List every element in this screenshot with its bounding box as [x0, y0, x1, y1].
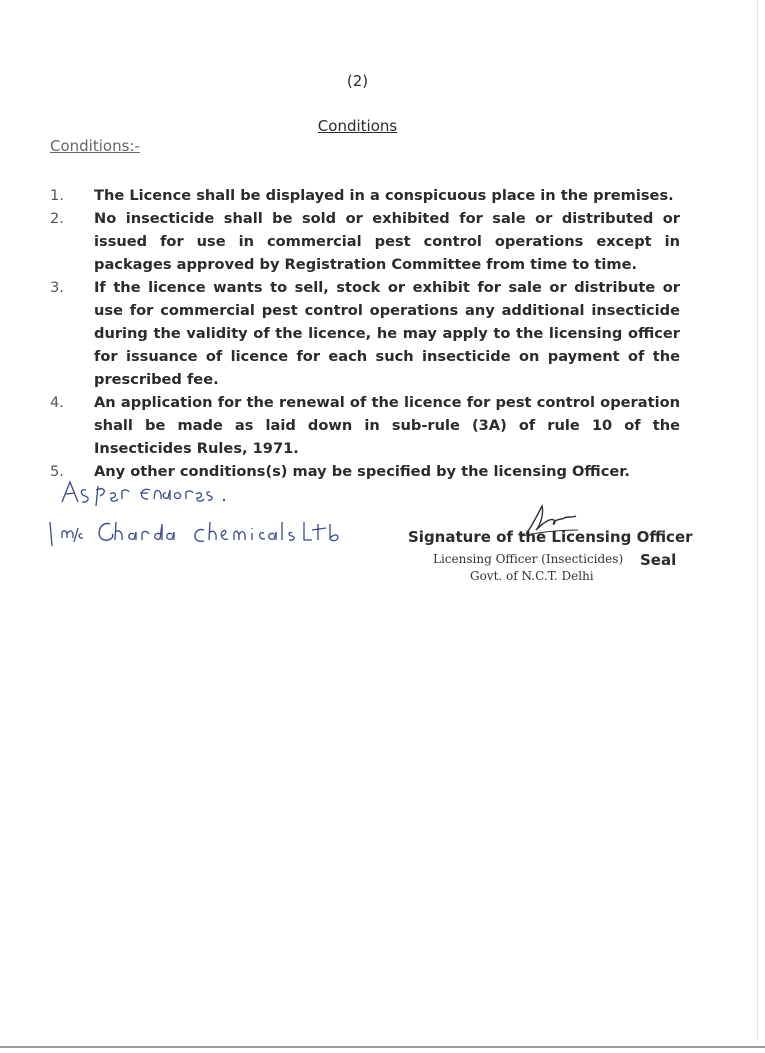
condition-text: Any other conditions(s) may be specified by the licensing Officer.: [94, 463, 630, 480]
condition-item-1: [50, 184, 680, 207]
condition-text: If the licence wants to sell, stock or exhibit for sale or distribute or use for commercial pest control operations any additional insecticide during the validity of the licence, he may apply to the licensing officer for issuance of licence for each such insecticide on payment of the prescribed fee.: [94, 279, 680, 388]
scan-edge-bottom: [0, 1046, 765, 1048]
seal-stamp-line-1: Licensing Officer (Insecticides): [433, 552, 624, 566]
condition-number: 4.: [50, 394, 64, 411]
condition-number: 5.: [50, 463, 64, 480]
condition-item-4: [50, 391, 680, 460]
condition-item-3: [50, 276, 680, 391]
condition-text: No insecticide shall be sold or exhibited for sale or distributed or issued for use in commercial pest control operations except in packages approved by Registration Committee from time to time.: [94, 210, 680, 273]
condition-number: 2.: [50, 210, 64, 227]
seal-label: Seal: [640, 551, 677, 569]
handwritten-note-company: [46, 514, 356, 550]
condition-item-2: [50, 207, 680, 276]
condition-text: The Licence shall be displayed in a conspicuous place in the premises.: [94, 187, 674, 204]
conditions-list: [50, 184, 680, 483]
conditions-subheading: Conditions:-: [50, 137, 140, 155]
seal-stamp-line-2: Govt. of N.C.T. Delhi: [470, 569, 594, 583]
condition-text: An application for the renewal of the licence for pest control operation shall be made as laid down in sub-rule (3A) of rule 10 of the Insecticides Rules, 1971.: [94, 394, 680, 457]
condition-number: 3.: [50, 279, 64, 296]
scan-edge-right: [757, 0, 758, 1040]
signature-caption: Signature of the Licensing Officer: [408, 528, 693, 546]
condition-number: 1.: [50, 187, 64, 204]
conditions-heading: Conditions: [317, 117, 398, 135]
page-number: (2): [346, 72, 369, 90]
handwritten-note-enclosures: [58, 478, 238, 508]
